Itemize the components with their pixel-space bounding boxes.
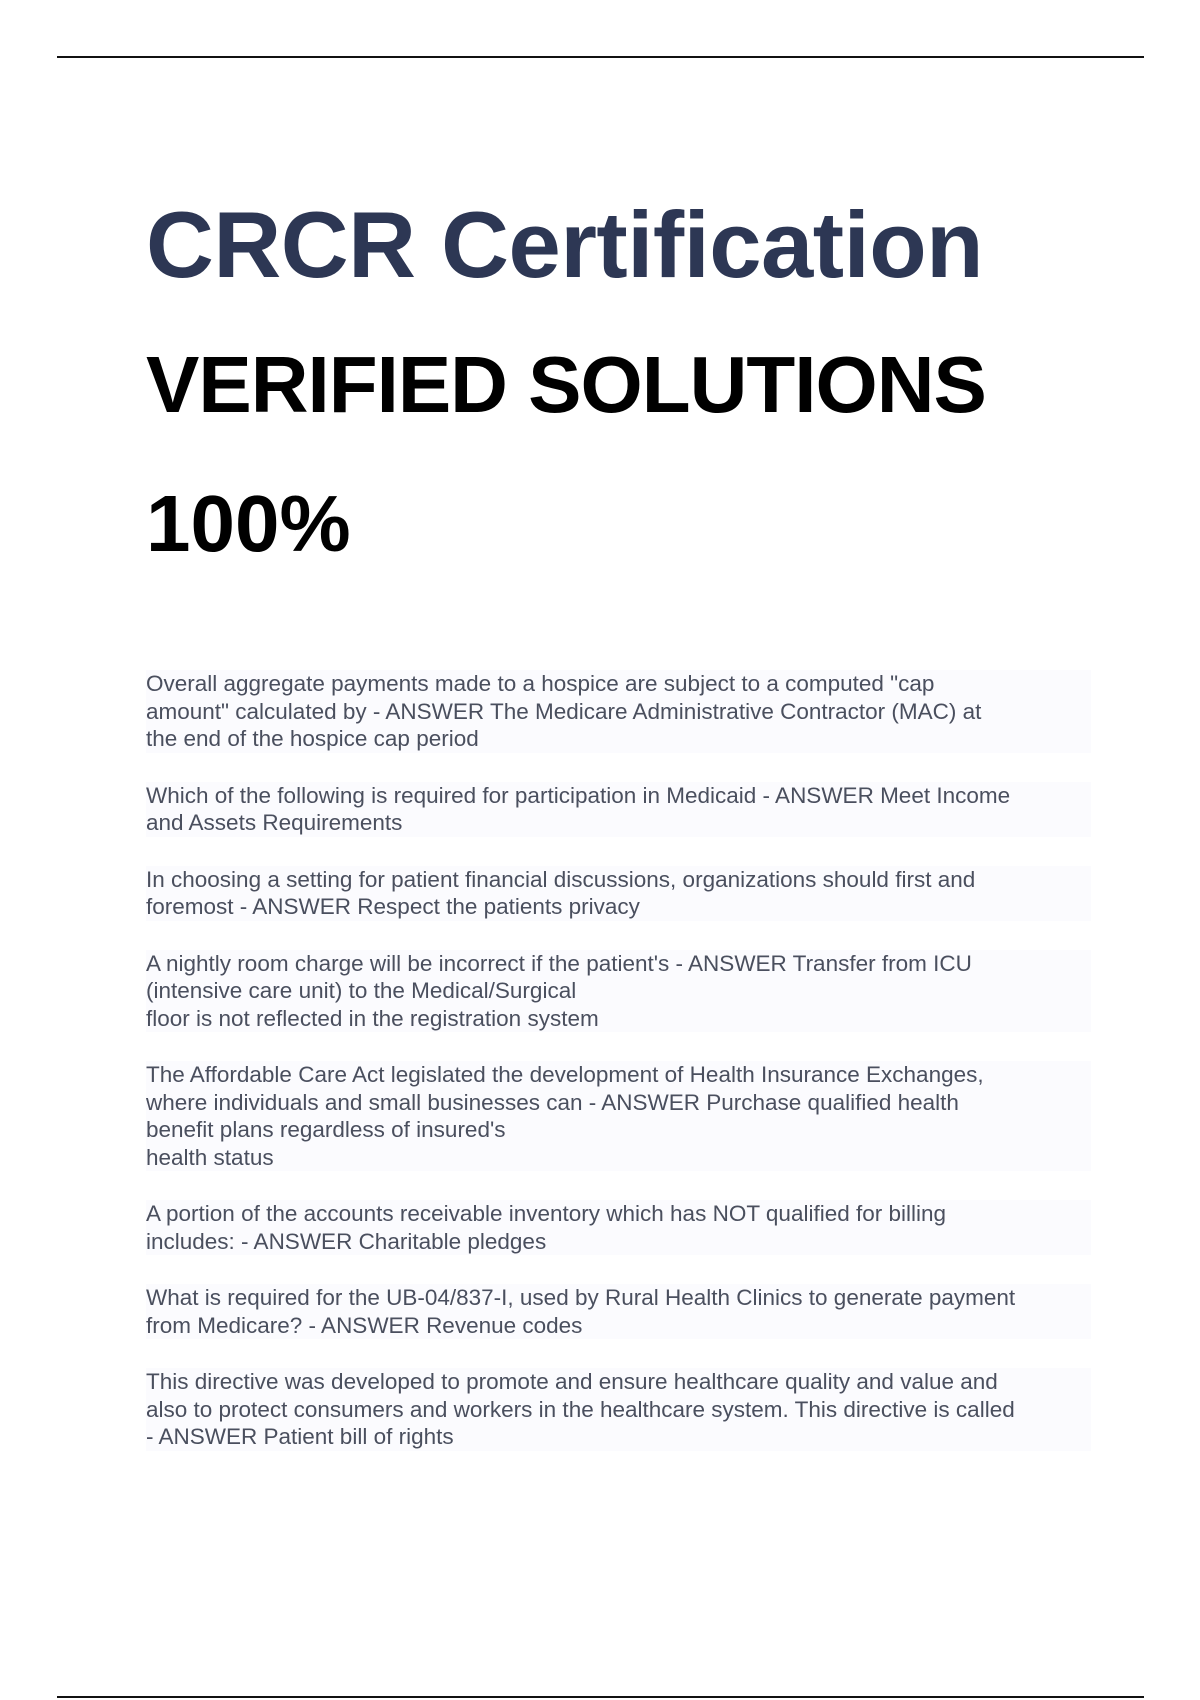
qa-item-accounts-receivable: A portion of the accounts receivable inventory which has NOT qualified for billing includes: - ANSWER Charitable pledges (146, 1200, 1091, 1255)
question-answer-list (146, 670, 1091, 1480)
qa-item-affordable-care-act: The Affordable Care Act legislated the development of Health Insurance Exchanges, where individuals and small businesses can - ANSWER Purchase qualified health benefit plans regardless of insured's health status (146, 1061, 1091, 1171)
document-subtitle-line-1: VERIFIED SOLUTIONS (146, 340, 986, 429)
bottom-divider (57, 1696, 1144, 1698)
document-title: CRCR Certification (146, 192, 984, 297)
top-divider (57, 56, 1144, 58)
document-subtitle-line-2: 100% (146, 479, 351, 568)
qa-item-nightly-room-charge: A nightly room charge will be incorrect if the patient's - ANSWER Transfer from ICU (intensive care unit) to the Medical/Surgical floor is not reflected in the registration system (146, 950, 1091, 1033)
qa-item-ub04-requirement: What is required for the UB-04/837-I, used by Rural Health Clinics to generate payment from Medicare? - ANSWER Revenue codes (146, 1284, 1091, 1339)
qa-item-medicaid-participation: Which of the following is required for participation in Medicaid - ANSWER Meet Income and Assets Requirements (146, 782, 1091, 837)
qa-item-financial-discussions: In choosing a setting for patient financial discussions, organizations should first and foremost - ANSWER Respect the patients privacy (146, 866, 1091, 921)
qa-item-hospice-cap: Overall aggregate payments made to a hospice are subject to a computed "cap amount" calculated by - ANSWER The Medicare Administrative Contractor (MAC) at the end of the hospice cap period (146, 670, 1091, 753)
qa-item-patient-bill-of-rights: This directive was developed to promote and ensure healthcare quality and value and also to protect consumers and workers in the healthcare system. This directive is called - ANSWER Patient bill of rights (146, 1368, 1091, 1451)
